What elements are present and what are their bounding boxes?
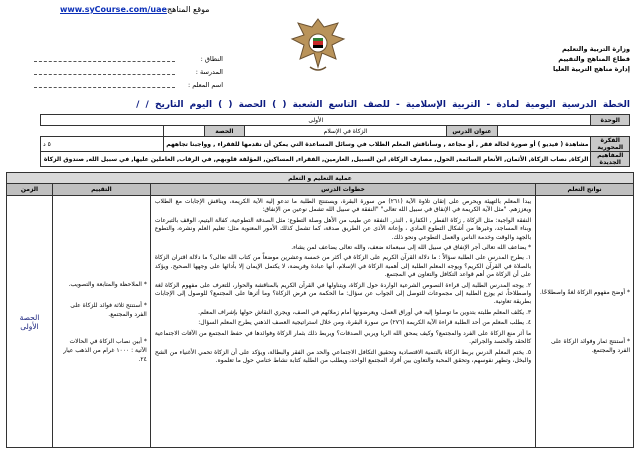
uae-emblem-icon xyxy=(288,13,348,75)
field-row xyxy=(28,65,223,78)
concepts-label: المفاهيم الجديدة xyxy=(591,152,630,167)
outcomes-cell xyxy=(536,196,634,448)
field-input-line[interactable] xyxy=(34,68,175,75)
field-input-line[interactable] xyxy=(34,81,175,88)
idea-time: ٥ د xyxy=(41,137,164,152)
field-label: النطاق : xyxy=(200,54,223,63)
step-paragraph: النفقة الواجبة: مثل الزكاة , زكاة الفطر , الكفارة , النذر. النفقة عن طيب من الأهل وصلة التطوع: مثل الصدقة التطوعية، كفالة اليتيم، الوقف بالتبرعات وبناء المساجد، وغيرها من أشكال التطوع المادي ، وإعانة الأذى عن الطريق صدقة، كما تشمل كذلك الأمور المعنوية مثل: تعليم العلم ونشره، والتطوع بالجهد والوقت وخدمة الناس والعمل التطوعي ونحو ذلك. xyxy=(154,216,532,241)
idea-value: مشاهدة ( فيديو ) أو صورة لحالة فقر , أو مجاعة , وسأناقش المعلم الطلاب في وسائل المساعدة التي يمكن أن نقدمها للفقراء , وواجبنا تجاههم xyxy=(164,137,591,152)
step-paragraph: يبدأ المعلم بالتهيئة ويحرص على إتقان تلاوة الآية (٢٦١) من سورة البقرة، ويستنتج الطلبة ما تدعو إليه الآية الكريمة، ويناقش الإجابات مع الطلاب ويعززهم. "مثل الآية الكريمة في الإنفاق في سبيل الله تعالى" "النفقة في سبيل الله تشمل نوعين من الإنفاق: xyxy=(154,198,532,214)
outcomes-header: نواتج التعلم xyxy=(536,184,634,196)
period-label: الحصة xyxy=(204,126,244,137)
idea-label: الفكرة المحورية xyxy=(591,137,630,152)
step-paragraph: ٥. يختم المعلم الدرس بربط الزكاة بالتنمية الاقتصادية وتحقيق التكافل الاجتماعي والحد من الفقر والبطالة، ويؤكد على أن الزكاة تحمي الأغنياء من الشح والبخل، وتطهر نفوسهم، وتحقق المحبة والتعاون بين أفراد المجتمع الواحد، ويطلب من الطلبة كتابة نشاط ختامي حول ما تعلموه. xyxy=(154,348,532,364)
time-cell: الحصة الأولى xyxy=(7,196,53,448)
assessment-item: * الملاحظة والمتابعة والتصويب. xyxy=(68,280,147,288)
assessment-cell xyxy=(52,196,150,448)
steps-header: خطوات الدرس xyxy=(150,184,535,196)
step-paragraph: * يضاعف الله تعالى أجر الإنفاق في سبيل الله إلى سبعمائة ضعف، والله تعالى يضاعف لمن يشاء. xyxy=(291,244,532,252)
time-header: الزمن xyxy=(7,184,53,196)
unit-value: الأولى xyxy=(41,115,591,126)
lesson-process-table xyxy=(6,172,634,448)
step-paragraph: ٢. يوجه المدرس الطلبة إلى قراءة النصوص الشرعية الواردة حول الزكاة، ويتناولها في القرآن الكريم بالمناقشة والحوار، للتعرف على مفهوم الزكاة لغة واصطلاحاً، ثم يوزع الطلبة إلى مجموعات للتوصل إلى الجواب عن سؤال: ما الحكمة من فرض الزكاة؟ وما أثرها على المجتمع؟ للوصول إلى الإجابات بطريقة تعاونية. xyxy=(154,281,532,306)
field-row xyxy=(28,78,223,91)
step-paragraph: ١. يطرح المدرس على الطلبة سؤالاً : ما دلالة القرآن الكريم على الزكاة في أكثر من خمسة وعشرين موضعاً من كتاب الله تعالى؟ ما دلالة اقتران الزكاة بالصلاة في القرآن الكريم؟ ويوجه المعلم الطلبة إلى أهمية الزكاة في الإسلام، أنها عبادة وفريضة، لا يكتمل الإيمان إلا بأدائها على وجهها الصحيح. ويؤكد على أن الزكاة من أهم قواعد التكافل والتعاون في المجتمع. xyxy=(154,254,532,279)
site-label: موقع المناهج xyxy=(166,5,210,14)
field-label: المدرسة : xyxy=(195,67,223,76)
ministry-header xyxy=(553,44,630,74)
lesson-label: عنوان الدرس xyxy=(446,126,497,137)
plan-title: الخطة الدرسية اليومية لمادة - التربية الإسلامية - للصف التاسع الشعبة ( ) الحصة ( ) اليوم التاريخ / / xyxy=(136,100,630,110)
section-title: عملية التعليم و التعلم xyxy=(7,173,634,184)
outcome-item: * أستنتج ثمار وفوائد الزكاة على الفرد والمجتمع. xyxy=(551,338,630,354)
ministry-line: وزارة التربية والتعليم xyxy=(562,45,630,53)
unit-label: الوحدة xyxy=(591,115,630,126)
period-value xyxy=(164,126,204,137)
field-row xyxy=(28,52,223,65)
step-paragraph: ٤. يطلب المعلم من أحد الطلبة قراءة الآية الكريمة (٢٧٦) من سورة البقرة، ومن خلال استراتيجية العصف الذهني يطرح المعلم السؤال: xyxy=(198,319,532,327)
lesson-value: الزكاة في الإسلام xyxy=(245,126,447,137)
assessment-item: * أبين نصاب الزكاة في الحالات الآتية : ١٠٠٠ غرام من الذهب عيار ٢٤. xyxy=(63,337,147,363)
steps-cell xyxy=(150,196,535,448)
site-link[interactable] xyxy=(60,5,210,14)
assessment-item: * أستنتج ثلاثة فوائد للزكاة على الفرد والمجتمع. xyxy=(70,301,147,318)
ministry-line: قطاع المناهج والتقييم xyxy=(558,55,630,63)
step-paragraph: ٣. يكلف المعلم طلبته بتدوين ما توصلوا إليه في أوراق العمل، ويعرضونها أمام زملائهم في الصف، ويجري النقاش حولها بإشراف المعلم. xyxy=(198,308,532,316)
step-paragraph: ما أثر منع الزكاة على الفرد والمجتمع؟ وكيف يمحق الله الربا ويربي الصدقات؟ ويربط ذلك بثمار الزكاة وفوائدها في حفظ المجتمع من الآفات الاجتماعية كالحقد والحسد والجرائم. xyxy=(154,329,532,346)
field-input-line[interactable] xyxy=(34,55,175,62)
concepts-value: الزكاة, نصاب الزكاة, الأثمان, الأنعام السائمة, الحول, مصارف الزكاة, ابن السبيل, الغارمين, الفقراء, المساكين, المؤلفة قلوبهم, في الرقاب, العاملين عليها, في سبيل الله, صندوق الزكاة xyxy=(41,152,591,167)
ministry-line: إدارة مناهج التربية العليا xyxy=(553,65,630,73)
site-url[interactable]: www.syCourse.com/uae xyxy=(60,5,167,14)
lesson-meta-table xyxy=(40,114,630,167)
field-label: اسم المعلم : xyxy=(187,80,223,89)
info-fields xyxy=(28,52,223,91)
assessment-header: التقييم xyxy=(52,184,150,196)
outcome-item: * أوضح مفهوم الزكاة لغةً واصطلاحًا. xyxy=(539,289,630,296)
